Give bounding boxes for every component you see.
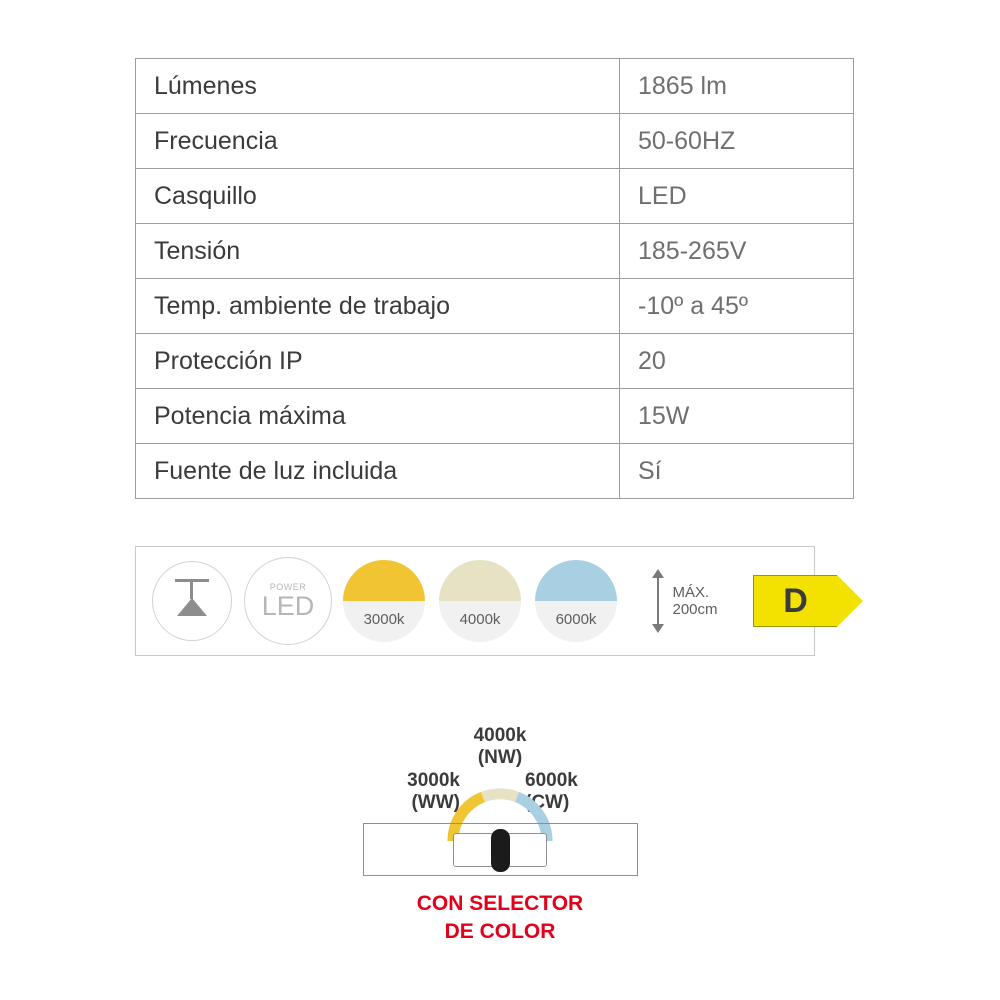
selector-caption-line1: CON SELECTOR: [416, 892, 584, 915]
bulb-icon: [491, 829, 510, 872]
pendant-lamp-icon: [152, 561, 232, 641]
selector-label-cool-line1: 6000k: [525, 770, 578, 791]
spec-label: Temp. ambiente de trabajo: [136, 279, 620, 334]
energy-class-icon: [753, 575, 865, 627]
color-selector-diagram: [355, 715, 645, 965]
table-row: [136, 444, 854, 499]
table-row: [136, 334, 854, 389]
color-temp-label: 6000k: [555, 611, 597, 628]
color-temp-label: 4000k: [459, 611, 501, 628]
selector-caption: [355, 890, 645, 947]
color-temp-swatch-icon: [439, 560, 521, 642]
selector-label-neutral-line2: (NW): [477, 746, 523, 768]
max-height-cell: [624, 551, 744, 651]
spec-value: 50-60HZ: [620, 114, 854, 169]
color-temp-label: 3000k: [363, 611, 405, 628]
specifications-table: [135, 58, 854, 499]
table-row: [136, 169, 854, 224]
color-temp-swatch-icon: [343, 560, 425, 642]
selector-label-neutral: [440, 725, 560, 769]
color-temp-3000k-cell: [336, 551, 432, 651]
spec-label: Potencia máxima: [136, 389, 620, 444]
table-row: [136, 279, 854, 334]
spec-value: 1865 lm: [620, 59, 854, 114]
spec-label: Casquillo: [136, 169, 620, 224]
led-badge-cell: [240, 551, 336, 651]
table-row: [136, 59, 854, 114]
spec-label: Frecuencia: [136, 114, 620, 169]
spec-value: Sí: [620, 444, 854, 499]
selector-label-warm-line2: (WW): [411, 791, 460, 813]
energy-label-cell: [744, 551, 874, 651]
led-power-text: POWER: [269, 581, 307, 592]
spec-value: 185-265V: [620, 224, 854, 279]
feature-icon-strip: [135, 546, 815, 656]
spec-label: Fuente de luz incluida: [136, 444, 620, 499]
selector-caption-line2: DE COLOR: [444, 920, 556, 944]
energy-class-letter: D: [753, 575, 837, 627]
color-temp-swatch-icon: [535, 560, 617, 642]
lamp-type-cell: [144, 551, 240, 651]
table-row: [136, 114, 854, 169]
table-row: [136, 224, 854, 279]
spec-label: Tensión: [136, 224, 620, 279]
color-temp-4000k-cell: [432, 551, 528, 651]
selector-label-cool-line2: (CW): [525, 791, 570, 813]
spec-value: LED: [620, 169, 854, 224]
table-row: [136, 389, 854, 444]
led-text: LED: [261, 590, 315, 621]
selector-label-warm-line1: 3000k: [407, 770, 460, 791]
up-down-arrow-icon: [650, 569, 666, 633]
power-led-icon: [244, 557, 332, 645]
spec-label: Lúmenes: [136, 59, 620, 114]
spec-value: 20: [620, 334, 854, 389]
spec-value: 15W: [620, 389, 854, 444]
max-height-line1: MÁX.: [672, 583, 710, 601]
spec-label: Protección IP: [136, 334, 620, 389]
max-height-line2: 200cm: [672, 601, 718, 618]
color-temp-6000k-cell: [528, 551, 624, 651]
selector-label-neutral-line1: 4000k: [473, 725, 527, 746]
spec-value: -10º a 45º: [620, 279, 854, 334]
